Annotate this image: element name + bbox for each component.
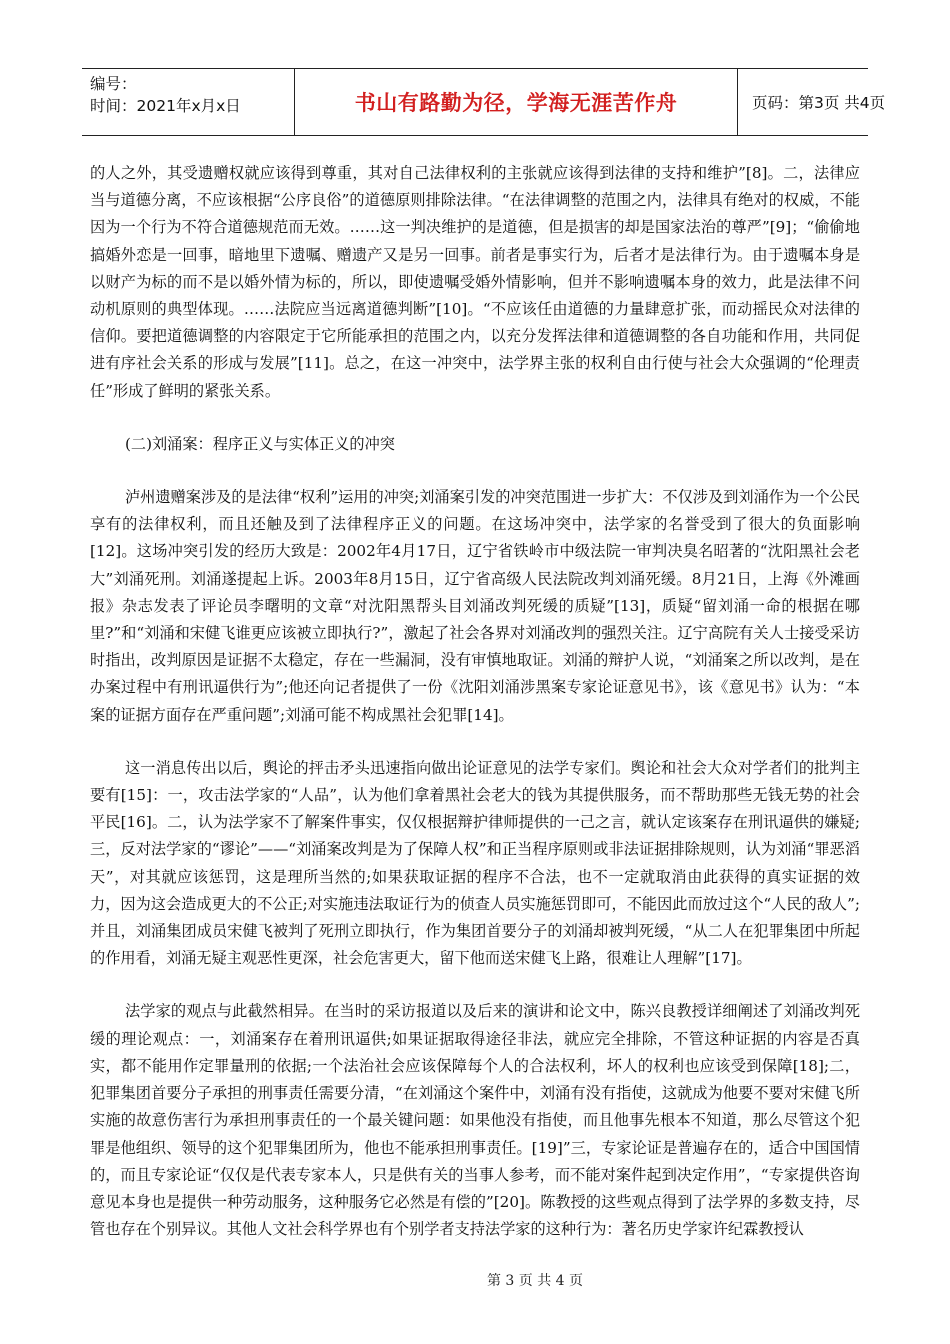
body-paragraph: 法学家的观点与此截然相异。在当时的采访报道以及后来的演讲和论文中，陈兴良教授详细阐述了刘涌改判死缓的理论观点：一，刘涌案存在着刑讯逼供;如果证据取得途径非法，就应完全排除，不管这种证据的内容是否真实，都不能用作定罪量刑的依据;一个法治社会应该保障每个人的合法权利，坏人的权利也应该受到保障[18];二，犯罪集团首要分子承担的刑事责任需要分清，“在刘涌这个案件中，刘涌有没有指使，这就成为他要不要对宋健飞所实施的故意伤害行为承担刑事责任的一个最关键问题：如果他没有指使，而且他事先根本不知道，那么尽管这个犯罪是他组织、领导的这个犯罪集团所为，他也不能承担刑事责任。[19]”三，专家论证是普遍存在的，适合中国国情的，而且专家论证“仅仅是代表专家本人，只是供有关的当事人参考，而不能对案件起到决定作用”，“专家提供咨询意见本身也是提供一种劳动服务，这种服务它必然是有偿的”[20]。陈教授的这些观点得到了法学界的多数支持，尽管也存在个别异议。其他人文社会科学界也有个别学者支持法学家的这种行为：著名历史学家许纪霖教授认 <box>90 1002 860 1239</box>
header-motto-cell <box>294 69 738 135</box>
page-header <box>82 68 886 136</box>
page-footer <box>0 1270 950 1290</box>
document-number-label: 编号： <box>90 75 137 93</box>
header-motto: 书山有路勤为径，学海无涯苦作舟 <box>354 91 678 115</box>
header-meta <box>90 73 300 117</box>
body-paragraph: 这一消息传出以后，舆论的抨击矛头迅速指向做出论证意见的法学专家们。舆论和社会大众对学者们的批判主要有[15]：一，攻击法学家的“人品”，认为他们拿着黑社会老大的钱为其提供服务，而不帮助那些无钱无势的社会平民[16]。二，认为法学家不了解案件事实，仅仅根据辩护律师提供的一己之言，就认定该案存在刑讯逼供的嫌疑;三，反对法学家的“谬论”——“刘涌案改判是为了保障人权”和正当程序原则或非法证据排除规则，认为刘涌“罪恶滔天”，对其就应该惩罚，这是理所当然的;如果获取证据的程序不合法，也不一定就取消由此获得的真实证据的效力，因为这会造成更大的不公正;对实施违法取证行为的侦查人员实施惩罚即可，不能因此而放过这个“人民的敌人”;并且，刘涌集团成员宋健飞被判了死刑立即执行，作为集团首要分子的刘涌却被判死缓，“从二人在犯罪集团中所起的作用看，刘涌无疑主观恶性更深，社会危害更大，留下他而送宋健飞上路，很难让人理解”[17]。 <box>90 758 860 968</box>
document-time-label: 时间：2021年x月x日 <box>90 97 241 115</box>
body-paragraph: 的人之外，其受遗赠权就应该得到尊重，其对自己法律权利的主张就应该得到法律的支持和维护”[8]。二，法律应当与道德分离，不应该根据“公序良俗”的道德原则排除法律。“在法律调整的范围之内，法律具有绝对的权威，不能因为一个行为不符合道德规范而无效。……这一判决维护的是道德，但是损害的却是国家法治的尊严”[9]；“偷偷地搞婚外恋是一回事，暗地里下遗嘱、赠遗产又是另一回事。前者是事实行为，后者才是法律行为。由于遗嘱本身是以财产为标的而不是以婚外情为标的，所以，即使遗嘱受婚外情影响，但并不影响遗嘱本身的效力，此是法律不问动机原则的典型体现。……法院应当远离道德判断”[10]。“不应该任由道德的力量肆意扩张，而动摇民众对法律的信仰。要把道德调整的内容限定于它所能承担的范围之内，以充分发挥法律和道德调整的各自功能和作用，共同促进有序社会关系的形成与发展”[11]。总之，在这一冲突中，法学界主张的权利自由行使与社会大众强调的“伦理责任”形成了鲜明的紧张关系。 <box>90 164 860 400</box>
header-page-info: 页码：第3页 共4页 <box>752 94 886 112</box>
document-body <box>90 160 860 1269</box>
footer-page-number: 第 3 页 共 4 页 <box>486 1273 584 1289</box>
body-paragraph: 泸州遗赠案涉及的是法律“权利”运用的冲突;刘涌案引发的冲突范围进一步扩大：不仅涉及到刘涌作为一个公民享有的法律权利，而且还触及到了法律程序正义的问题。在这场冲突中，法学家的名誉受到了很大的负面影响[12]。这场冲突引发的经历大致是：2002年4月17日，辽宁省铁岭市中级法院一审判决臭名昭著的“沈阳黑社会老大”刘涌死刑。刘涌遂提起上诉。2003年8月15日，辽宁省高级人民法院改判刘涌死缓。8月21日，上海《外滩画报》杂志发表了评论员李曙明的文章“对沈阳黑帮头目刘涌改判死缓的质疑”[13]，质疑“留刘涌一命的根据在哪里?”和“刘涌和宋健飞谁更应该被立即执行?”，激起了社会各界对刘涌改判的强烈关注。辽宁高院有关人士接受采访时指出，改判原因是证据不太稳定，存在一些漏洞，没有审慎地取证。刘涌的辩护人说，“刘涌案之所以改判，是在办案过程中有刑讯逼供行为”;他还向记者提供了一份《沈阳刘涌涉黑案专家论证意见书》，该《意见书》认为：“本案的证据方面存在严重问题”;刘涌可能不构成黑社会犯罪[14]。 <box>90 488 860 724</box>
section-heading: (二)刘涌案：程序正义与实体正义的冲突 <box>124 434 395 453</box>
